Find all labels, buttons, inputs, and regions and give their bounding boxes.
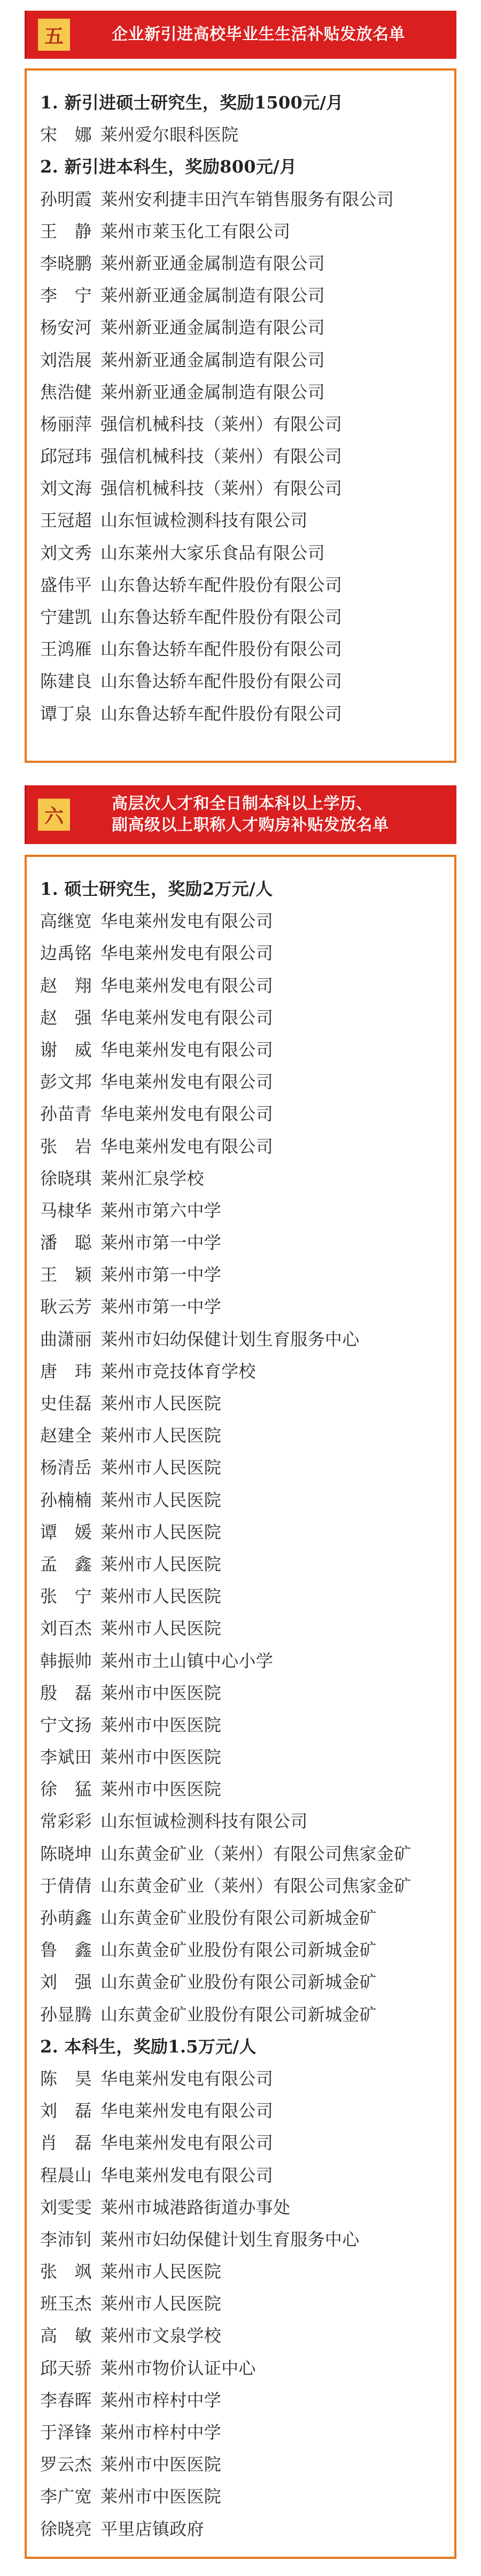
person-name: 彭文邦 [40,1072,92,1092]
organization-name: 山东黄金矿业（莱州）有限公司焦家金矿 [100,1843,412,1864]
organization-name: 莱州市人民医院 [100,1457,222,1478]
person-name: 王冠超 [40,510,92,531]
person-name: 殷 磊 [40,1682,92,1703]
organization-name: 莱州市梓村中学 [100,2422,222,2442]
organization-name: 山东黄金矿业股份有限公司新城金矿 [100,1972,377,1993]
organization-name: 莱州市人民医院 [100,1554,222,1574]
organization-name: 莱州市人民医院 [100,2261,222,2282]
person-name: 鲁 鑫 [40,1940,92,1961]
person-name: 赵建全 [40,1425,92,1446]
person-name: 程晨山 [40,2165,92,2185]
person-name: 肖 磊 [40,2133,92,2153]
person-name: 王 颖 [40,1264,92,1285]
organization-name: 强信机械科技（莱州）有限公司 [100,413,343,434]
list-item [40,1709,449,1741]
person-name: 李春晖 [40,2390,92,2410]
list-item [40,2320,449,2352]
person-name: 邱天骄 [40,2358,92,2378]
name-list [40,873,449,2545]
person-name: 徐晓亮 [40,2518,92,2539]
section-list-box-5 [25,68,456,763]
organization-name: 华电莱州发电有限公司 [100,975,274,996]
list-item [40,2255,449,2288]
subsection-heading: 1. 新引进硕士研究生，奖励1500元/月 [40,92,344,113]
organization-name: 平里店镇政府 [100,2518,204,2539]
list-item [40,311,449,344]
section-title-line: 企业新引进高校毕业生生活补贴发放名单 [112,25,405,44]
subsection-heading: 2. 本科生，奖励1.5万元/人 [40,2036,257,2057]
organization-name: 莱州市中医医院 [100,1682,222,1703]
person-name: 孙萌鑫 [40,1908,92,1928]
organization-name: 莱州市第一中学 [100,1264,222,1285]
organization-name: 山东鲁达轿车配件股份有限公司 [100,671,343,692]
list-item [40,1966,449,1998]
list-item [40,1612,449,1644]
person-name: 王 静 [40,221,92,241]
organization-name: 华电莱州发电有限公司 [100,943,274,964]
list-item [40,279,449,311]
organization-name: 华电莱州发电有限公司 [100,2068,274,2089]
list-item [40,2223,449,2255]
organization-name: 莱州市第一中学 [100,1297,222,1317]
list-item [40,2159,449,2191]
organization-name: 山东黄金矿业股份有限公司新城金矿 [100,1908,377,1928]
person-name: 张 宁 [40,1586,92,1607]
organization-name: 华电莱州发电有限公司 [100,2133,274,2153]
organization-name: 华电莱州发电有限公司 [100,1072,274,1092]
list-item [40,1098,449,1130]
organization-name: 山东鲁达轿车配件股份有限公司 [100,574,343,595]
person-name: 谭丁泉 [40,703,92,724]
list-item [40,698,449,730]
list-item [40,376,449,408]
person-name: 宁文扬 [40,1714,92,1735]
list-item [40,119,449,151]
organization-name: 华电莱州发电有限公司 [100,2165,274,2185]
list-item [40,1291,449,1323]
person-name: 常彩彩 [40,1811,92,1832]
organization-name: 莱州市人民医院 [100,1618,222,1639]
person-name: 唐 玮 [40,1361,92,1381]
person-name: 高 敏 [40,2325,92,2346]
list-item [40,344,449,376]
person-name: 陈晓坤 [40,1843,92,1864]
list-item [40,408,449,440]
list-item [40,247,449,279]
organization-name: 山东鲁达轿车配件股份有限公司 [100,607,343,627]
person-name: 马棣华 [40,1200,92,1221]
organization-name: 强信机械科技（莱州）有限公司 [100,478,343,499]
list-item [40,2063,449,2095]
organization-name: 山东黄金矿业（莱州）有限公司焦家金矿 [100,1875,412,1896]
person-name: 刘雯雯 [40,2197,92,2218]
list-item [40,2416,449,2448]
person-name: 孙显腾 [40,2004,92,2025]
list-item [40,569,449,601]
organization-name: 莱州市土山镇中心小学 [100,1650,274,1671]
person-name: 李 宁 [40,285,92,306]
organization-name: 莱州市竞技体育学校 [100,1361,256,1381]
person-name: 谢 威 [40,1039,92,1060]
section-number-badge: 五 [38,19,70,51]
organization-name: 山东黄金矿业股份有限公司新城金矿 [100,2004,377,2025]
organization-name: 莱州新亚通金属制造有限公司 [100,381,325,402]
section-header-6 [25,785,456,844]
person-name: 陈建良 [40,671,92,692]
list-item [40,665,449,697]
organization-name: 莱州市文泉学校 [100,2325,222,2346]
list-item [40,1451,449,1484]
list-item [40,1323,449,1355]
organization-name: 莱州安利捷丰田汽车销售服务有限公司 [100,189,394,209]
person-name: 边禹铭 [40,943,92,964]
person-name: 于倩倩 [40,1875,92,1896]
organization-name: 莱州新亚通金属制造有限公司 [100,253,325,274]
organization-name: 莱州市物价认证中心 [100,2358,256,2378]
list-item [40,1227,449,1259]
list-item [40,1838,449,1870]
list-item [40,2191,449,2223]
section-title [112,11,449,59]
list-item [40,1162,449,1195]
organization-name: 莱州市人民医院 [100,1425,222,1446]
name-list [40,87,449,730]
person-name: 赵 翔 [40,975,92,996]
list-item [40,1002,449,1034]
list-item [40,2095,449,2127]
person-name: 杨安河 [40,317,92,338]
list-item [40,440,449,472]
organization-name: 莱州市第六中学 [100,1200,222,1221]
organization-name: 华电莱州发电有限公司 [100,1007,274,1028]
person-name: 于泽锋 [40,2422,92,2442]
organization-name: 山东恒诚检测科技有限公司 [100,510,308,531]
list-item [40,1548,449,1580]
person-name: 徐晓琪 [40,1168,92,1189]
list-item [40,1773,449,1805]
person-name: 焦浩健 [40,381,92,402]
list-item [40,1259,449,1291]
organization-name: 华电莱州发电有限公司 [100,911,274,932]
person-name: 高继宽 [40,911,92,932]
list-item [40,472,449,504]
organization-name: 山东鲁达轿车配件股份有限公司 [100,639,343,660]
list-item [40,2352,449,2384]
person-name: 陈 昊 [40,2068,92,2089]
list-item [40,1934,449,1966]
person-name: 曲潇丽 [40,1329,92,1349]
list-item [40,1645,449,1677]
section-title-line: 副高级以上职称人才购房补贴发放名单 [112,816,389,834]
organization-name: 莱州市妇幼保健计划生育服务中心 [100,1329,360,1349]
list-item [40,1999,449,2031]
person-name: 班玉杰 [40,2293,92,2314]
list-item [40,2513,449,2545]
list-item [40,1516,449,1548]
list-item [40,1355,449,1387]
person-name: 孙苗青 [40,1104,92,1125]
list-item [40,937,449,969]
organization-name: 莱州市中医医院 [100,1779,222,1800]
subsection-heading: 1. 硕士研究生，奖励2万元/人 [40,879,273,899]
list-item [40,2448,449,2480]
organization-name: 莱州市人民医院 [100,2293,222,2314]
list-item [40,2127,449,2159]
organization-name: 莱州市莱玉化工有限公司 [100,221,291,241]
list-item [40,1484,449,1516]
section-title [112,785,449,844]
person-name: 耿云芳 [40,1297,92,1317]
list-item [40,2384,449,2416]
person-name: 盛伟平 [40,574,92,595]
organization-name: 莱州市城港路街道办事处 [100,2197,291,2218]
organization-name: 莱州爱尔眼科医院 [100,124,239,145]
list-item [40,1419,449,1451]
person-name: 王鸿雁 [40,639,92,660]
section-header-5 [25,11,456,59]
organization-name: 莱州市中医医院 [100,2486,222,2507]
section-title-line: 高层次人才和全日制本科以上学历、 [112,794,373,813]
person-name: 杨丽萍 [40,413,92,434]
section-number-badge: 六 [38,799,70,831]
person-name: 刘 强 [40,1972,92,1993]
list-item [40,905,449,937]
person-name: 赵 强 [40,1007,92,1028]
list-item [40,1034,449,1066]
organization-name: 莱州市梓村中学 [100,2390,222,2410]
person-name: 李广宽 [40,2486,92,2507]
person-name: 李晓鹏 [40,253,92,274]
list-item [40,1805,449,1837]
organization-name: 强信机械科技（莱州）有限公司 [100,446,343,467]
person-name: 刘文海 [40,478,92,499]
organization-name: 山东鲁达轿车配件股份有限公司 [100,703,343,724]
list-item [40,970,449,1002]
organization-name: 莱州市妇幼保健计划生育服务中心 [100,2229,360,2250]
organization-name: 华电莱州发电有限公司 [100,1039,274,1060]
organization-name: 莱州市中医医院 [100,1714,222,1735]
list-item [40,2480,449,2512]
organization-name: 莱州市人民医院 [100,1489,222,1510]
person-name: 罗云杰 [40,2454,92,2475]
organization-name: 山东莱州大家乐食品有限公司 [100,542,325,563]
list-item [40,1387,449,1419]
person-name: 杨清岳 [40,1457,92,1478]
person-name: 史佳磊 [40,1393,92,1414]
organization-name: 山东恒诚检测科技有限公司 [100,1811,308,1832]
person-name: 邱冠玮 [40,446,92,467]
list-item [40,1870,449,1902]
list-item [40,2288,449,2320]
subsection-heading: 2. 新引进本科生，奖励800元/月 [40,157,297,177]
person-name: 孟 鑫 [40,1554,92,1574]
organization-name: 莱州市人民医院 [100,1393,222,1414]
list-item [40,183,449,215]
organization-name: 莱州新亚通金属制造有限公司 [100,317,325,338]
list-item [40,537,449,569]
person-name: 张 岩 [40,1136,92,1157]
section-list-box-6 [25,855,456,2559]
organization-name: 莱州汇泉学校 [100,1168,204,1189]
list-item [40,1195,449,1227]
list-item [40,504,449,536]
organization-name: 华电莱州发电有限公司 [100,2101,274,2121]
person-name: 刘文秀 [40,542,92,563]
list-item [40,1580,449,1612]
list-item [40,1741,449,1773]
person-name: 宋 娜 [40,124,92,145]
person-name: 谭 媛 [40,1521,92,1542]
list-item [40,1066,449,1098]
person-name: 宁建凯 [40,607,92,627]
person-name: 孙明霞 [40,189,92,209]
organization-name: 莱州新亚通金属制造有限公司 [100,285,325,306]
organization-name: 莱州市第一中学 [100,1232,222,1253]
list-item [40,1902,449,1934]
organization-name: 华电莱州发电有限公司 [100,1104,274,1125]
person-name: 刘 磊 [40,2101,92,2121]
organization-name: 华电莱州发电有限公司 [100,1136,274,1157]
person-name: 潘 聪 [40,1232,92,1253]
person-name: 张 飒 [40,2261,92,2282]
person-name: 李斌田 [40,1747,92,1768]
person-name: 孙楠楠 [40,1489,92,1510]
organization-name: 山东黄金矿业股份有限公司新城金矿 [100,1940,377,1961]
person-name: 刘百杰 [40,1618,92,1639]
organization-name: 莱州市中医医院 [100,1747,222,1768]
list-item [40,601,449,633]
person-name: 李沛钊 [40,2229,92,2250]
person-name: 徐 猛 [40,1779,92,1800]
organization-name: 莱州市人民医院 [100,1521,222,1542]
person-name: 韩振帅 [40,1650,92,1671]
list-item [40,1130,449,1162]
list-item [40,633,449,665]
list-item [40,215,449,247]
list-item [40,1677,449,1709]
person-name: 刘浩展 [40,349,92,370]
organization-name: 莱州新亚通金属制造有限公司 [100,349,325,370]
organization-name: 莱州市人民医院 [100,1586,222,1607]
organization-name: 莱州市中医医院 [100,2454,222,2475]
